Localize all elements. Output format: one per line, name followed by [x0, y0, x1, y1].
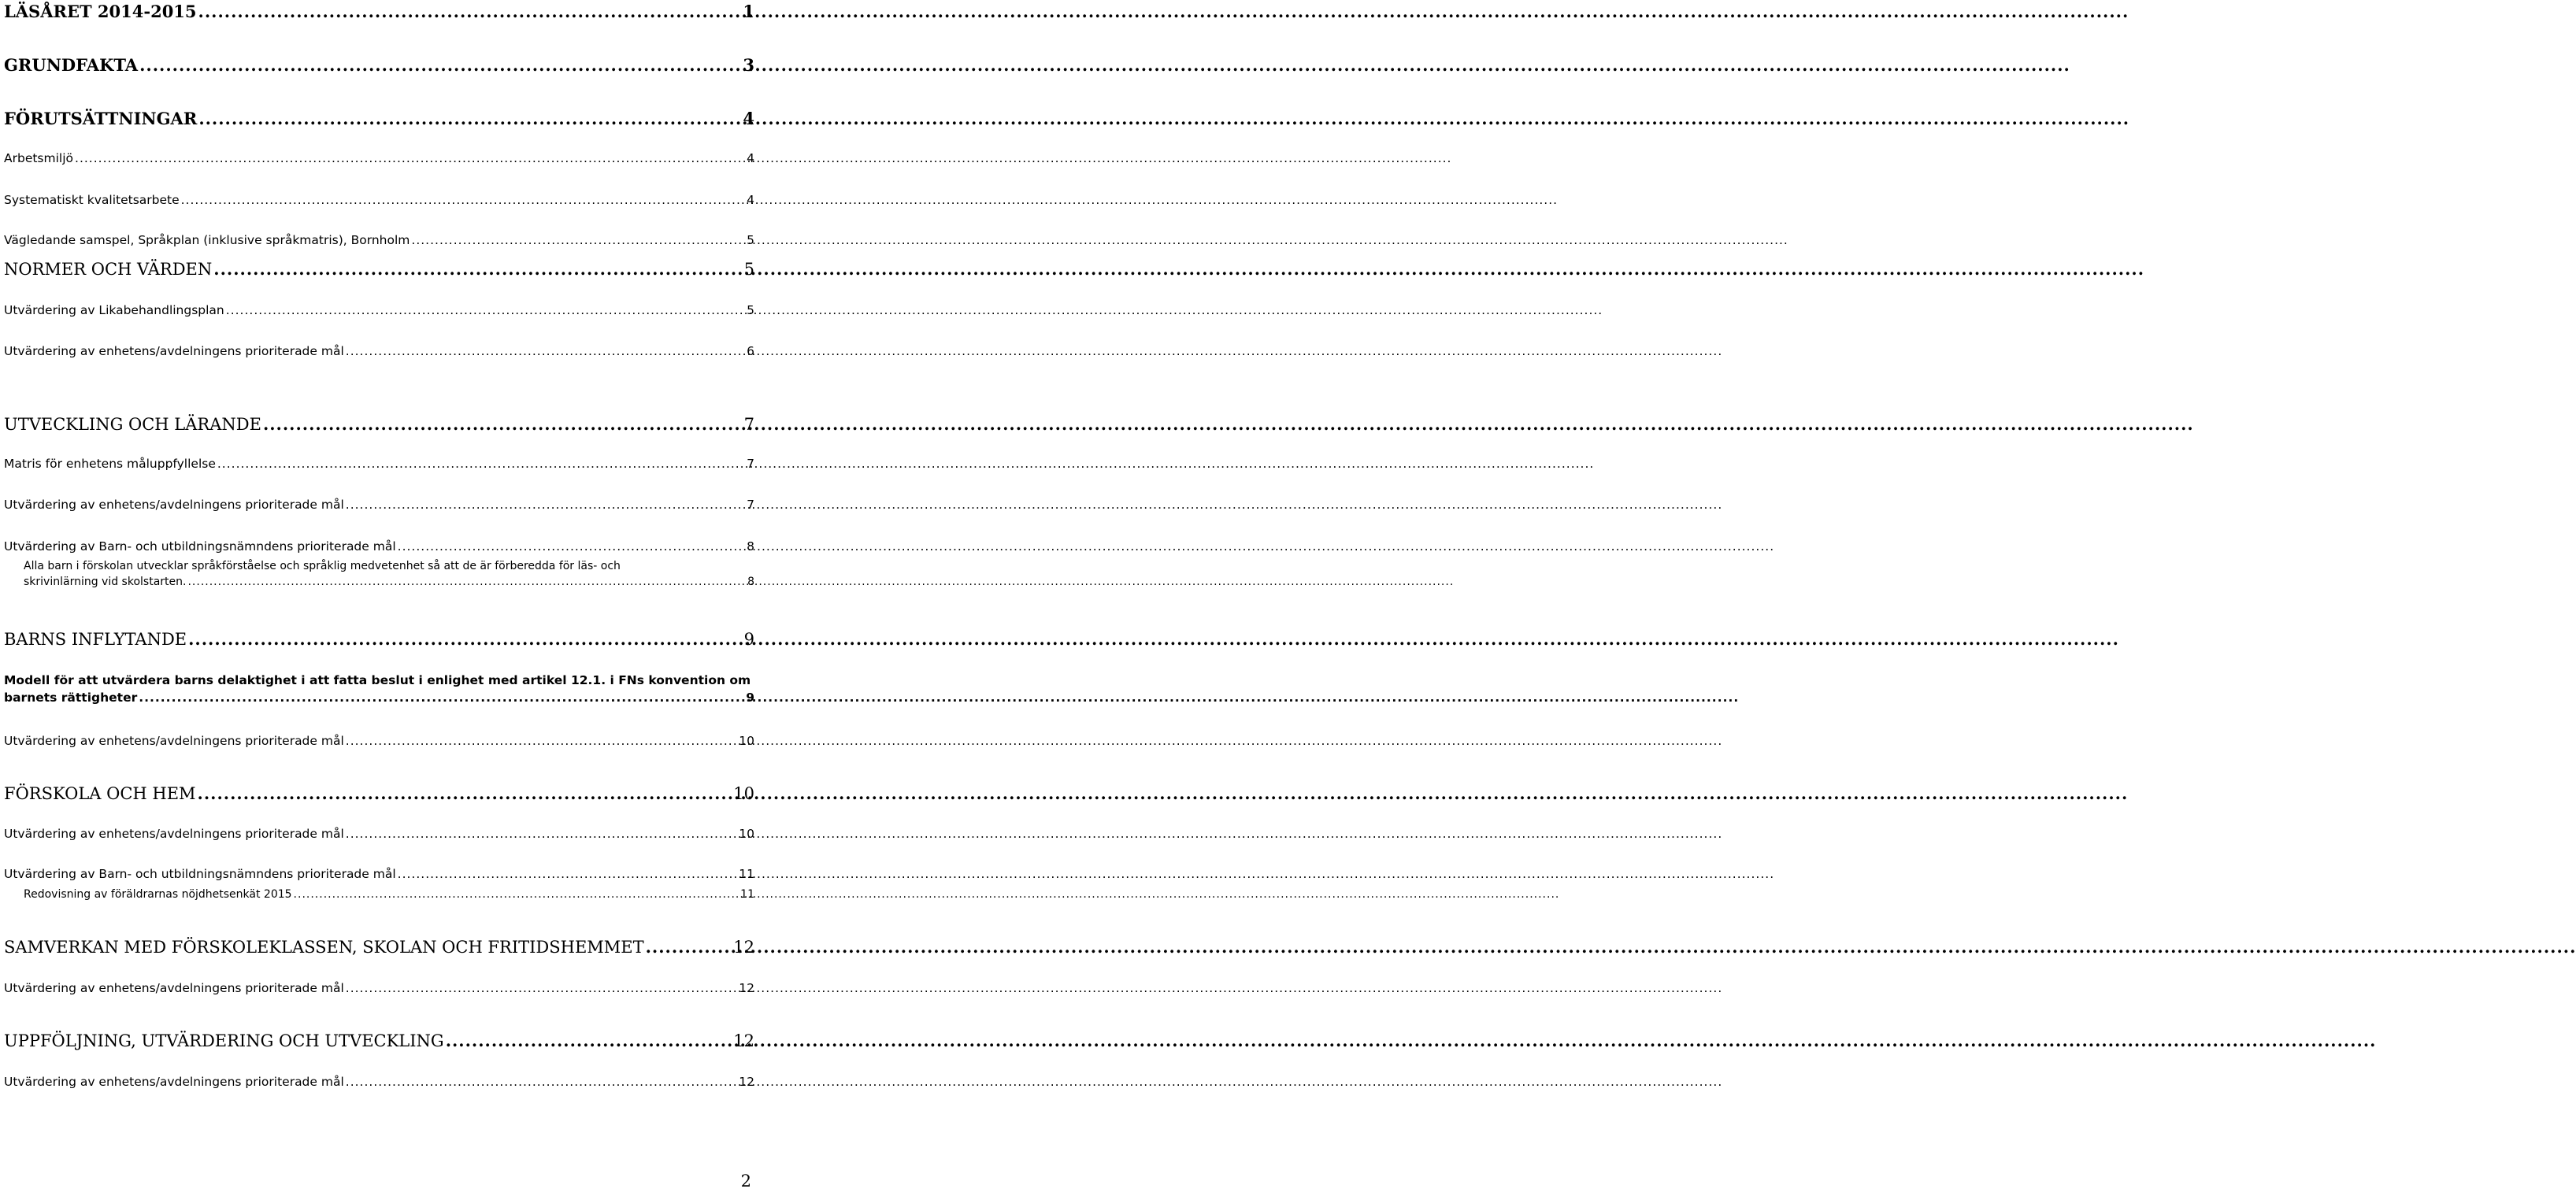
toc-entry-page: 10 [739, 827, 754, 841]
toc-entry-title: Arbetsmiljö [4, 151, 74, 165]
dot-leader [187, 576, 746, 588]
toc-entry-title-line1: Alla barn i förskolan utvecklar språkförståelse och språklig medvetenhet så att de är förberedda för läs- och [24, 560, 621, 572]
toc-entry-title: Systematiskt kvalitetsarbete [4, 193, 180, 207]
toc-entry[interactable] [4, 867, 754, 881]
dot-leader [346, 734, 737, 748]
dot-leader [346, 981, 737, 995]
dot-leader [346, 498, 745, 512]
toc-entry-page: 11 [739, 867, 754, 881]
toc-entry[interactable] [4, 1031, 754, 1050]
toc-entry-page: 5 [743, 260, 754, 279]
toc-entry[interactable] [4, 1075, 754, 1089]
toc-entry-page: 9 [743, 630, 754, 649]
toc-entry-page: 5 [747, 303, 754, 317]
toc-entry[interactable] [4, 259, 754, 279]
toc-entry-page: 12 [739, 1075, 754, 1089]
toc-entry[interactable] [4, 498, 754, 512]
dot-leader [263, 414, 743, 434]
toc-entry-page: 12 [739, 981, 754, 995]
toc-entry-page: 4 [747, 151, 754, 165]
toc-entry-title: BARNS INFLYTANDE [4, 630, 187, 649]
dot-leader [346, 344, 745, 358]
toc-entry-page: 12 [733, 938, 754, 957]
dot-leader [213, 259, 742, 279]
toc-entry-title: UTVECKLING OCH LÄRANDE [4, 415, 261, 434]
toc-entry-title: Utvärdering av enhetens/avdelningens prioriterade mål [4, 344, 344, 358]
dot-leader [398, 867, 738, 881]
toc-entry[interactable] [4, 734, 754, 748]
dot-leader [75, 151, 745, 165]
dot-leader [198, 109, 741, 128]
toc-entry-title: Utvärdering av enhetens/avdelningens prioriterade mål [4, 981, 344, 995]
toc-entry-title: FÖRSKOLA OCH HEM [4, 784, 196, 803]
toc-entry[interactable] [4, 414, 754, 434]
dot-leader [139, 691, 744, 705]
toc-entry[interactable] [4, 981, 754, 995]
toc-entry-title: Utvärdering av enhetens/avdelningens prioriterade mål [4, 827, 344, 841]
dot-leader [346, 827, 737, 841]
dot-leader [294, 888, 739, 901]
toc-entry-title: Utvärdering av enhetens/avdelningens prioriterade mål [4, 498, 344, 512]
toc-entry-title: Utvärdering av Likabehandlingsplan [4, 303, 224, 317]
dot-leader [346, 1075, 737, 1089]
toc-entry-title: GRUNDFAKTA [4, 55, 139, 75]
toc-entry-page: 3 [743, 55, 754, 75]
toc-entry-title: Utvärdering av Barn- och utbildningsnämndens prioriterade mål [4, 867, 396, 881]
toc-entry-page: 7 [747, 457, 754, 471]
toc-entry[interactable] [4, 193, 754, 207]
toc-entry-title: SAMVERKAN MED FÖRSKOLEKLASSEN, SKOLAN OCH FRITIDSHEMMET [4, 938, 644, 957]
toc-entry-page: 11 [740, 888, 754, 901]
toc-entry-page: 7 [747, 498, 754, 512]
toc-entry-title: Matris för enhetens måluppfyllelse [4, 457, 216, 471]
dot-leader [226, 303, 745, 317]
dot-leader [139, 55, 741, 75]
toc-entry-page: 9 [746, 691, 754, 705]
toc-entry[interactable] [4, 55, 754, 75]
dot-leader [217, 457, 745, 471]
dot-leader [188, 629, 743, 649]
toc-entry[interactable] [4, 827, 754, 841]
table-of-contents [0, 0, 756, 1196]
dot-leader [198, 783, 732, 803]
toc-entry-title-line2: skrivinlärning vid skolstarten. [24, 576, 187, 588]
page-number: 2 [740, 1172, 751, 1190]
toc-entry-title: Vägledande samspel, Språkplan (inklusive språkmatris), Bornholm [4, 233, 410, 247]
toc-entry-page: 4 [747, 193, 754, 207]
toc-entry-page: 8 [747, 576, 754, 588]
toc-entry[interactable] [4, 937, 754, 957]
toc-entry-title: UPPFÖLJNING, UTVÄRDERING OCH UTVECKLING [4, 1031, 444, 1050]
toc-entry-page: 4 [743, 109, 754, 128]
toc-entry-title-line1: Modell för att utvärdera barns delaktighet i att fatta beslut i enlighet med artikel 12.1. i FNs konvention om [4, 673, 751, 687]
dot-leader [398, 539, 745, 554]
toc-entry-title: NORMER OCH VÄRDEN [4, 260, 213, 279]
toc-entry[interactable] [4, 629, 754, 649]
toc-entry[interactable] [4, 233, 754, 247]
toc-entry-title: FÖRUTSÄTTNINGAR [4, 109, 198, 128]
toc-entry[interactable] [24, 888, 754, 901]
toc-entry[interactable] [4, 151, 754, 165]
toc-entry-title: Utvärdering av enhetens/avdelningens prioriterade mål [4, 1075, 344, 1089]
toc-entry[interactable] [4, 783, 754, 803]
toc-entry[interactable] [4, 539, 754, 554]
toc-entry-title: Utvärdering av enhetens/avdelningens prioriterade mål [4, 734, 344, 748]
toc-entry-title-line2: barnets rättigheter [4, 691, 138, 705]
toc-entry-page: 8 [747, 539, 754, 554]
dot-leader [181, 193, 746, 207]
toc-entry-page: 10 [733, 784, 754, 803]
toc-entry[interactable] [24, 560, 754, 588]
dot-leader [198, 2, 742, 21]
toc-entry[interactable] [4, 457, 754, 471]
toc-entry[interactable] [4, 303, 754, 317]
dot-leader [446, 1031, 732, 1050]
toc-entry[interactable] [4, 673, 754, 705]
toc-entry-page: 5 [747, 233, 754, 247]
toc-entry-page: 7 [743, 415, 754, 434]
toc-entry[interactable] [4, 2, 754, 21]
toc-entry-page: 6 [747, 344, 754, 358]
dot-leader [411, 233, 745, 247]
toc-entry-title: Redovisning av föräldrarnas nöjdhetsenkät 2015 [24, 888, 292, 901]
toc-entry[interactable] [4, 344, 754, 358]
toc-entry-title: Utvärdering av Barn- och utbildningsnämndens prioriterade mål [4, 539, 396, 554]
toc-entry-page: 12 [733, 1031, 754, 1050]
dot-leader [646, 937, 732, 957]
toc-entry-page: 1 [743, 2, 754, 21]
toc-entry-title: LÄSÅRET 2014-2015 [4, 2, 197, 21]
toc-entry-page: 10 [739, 734, 754, 748]
toc-entry[interactable] [4, 109, 754, 128]
